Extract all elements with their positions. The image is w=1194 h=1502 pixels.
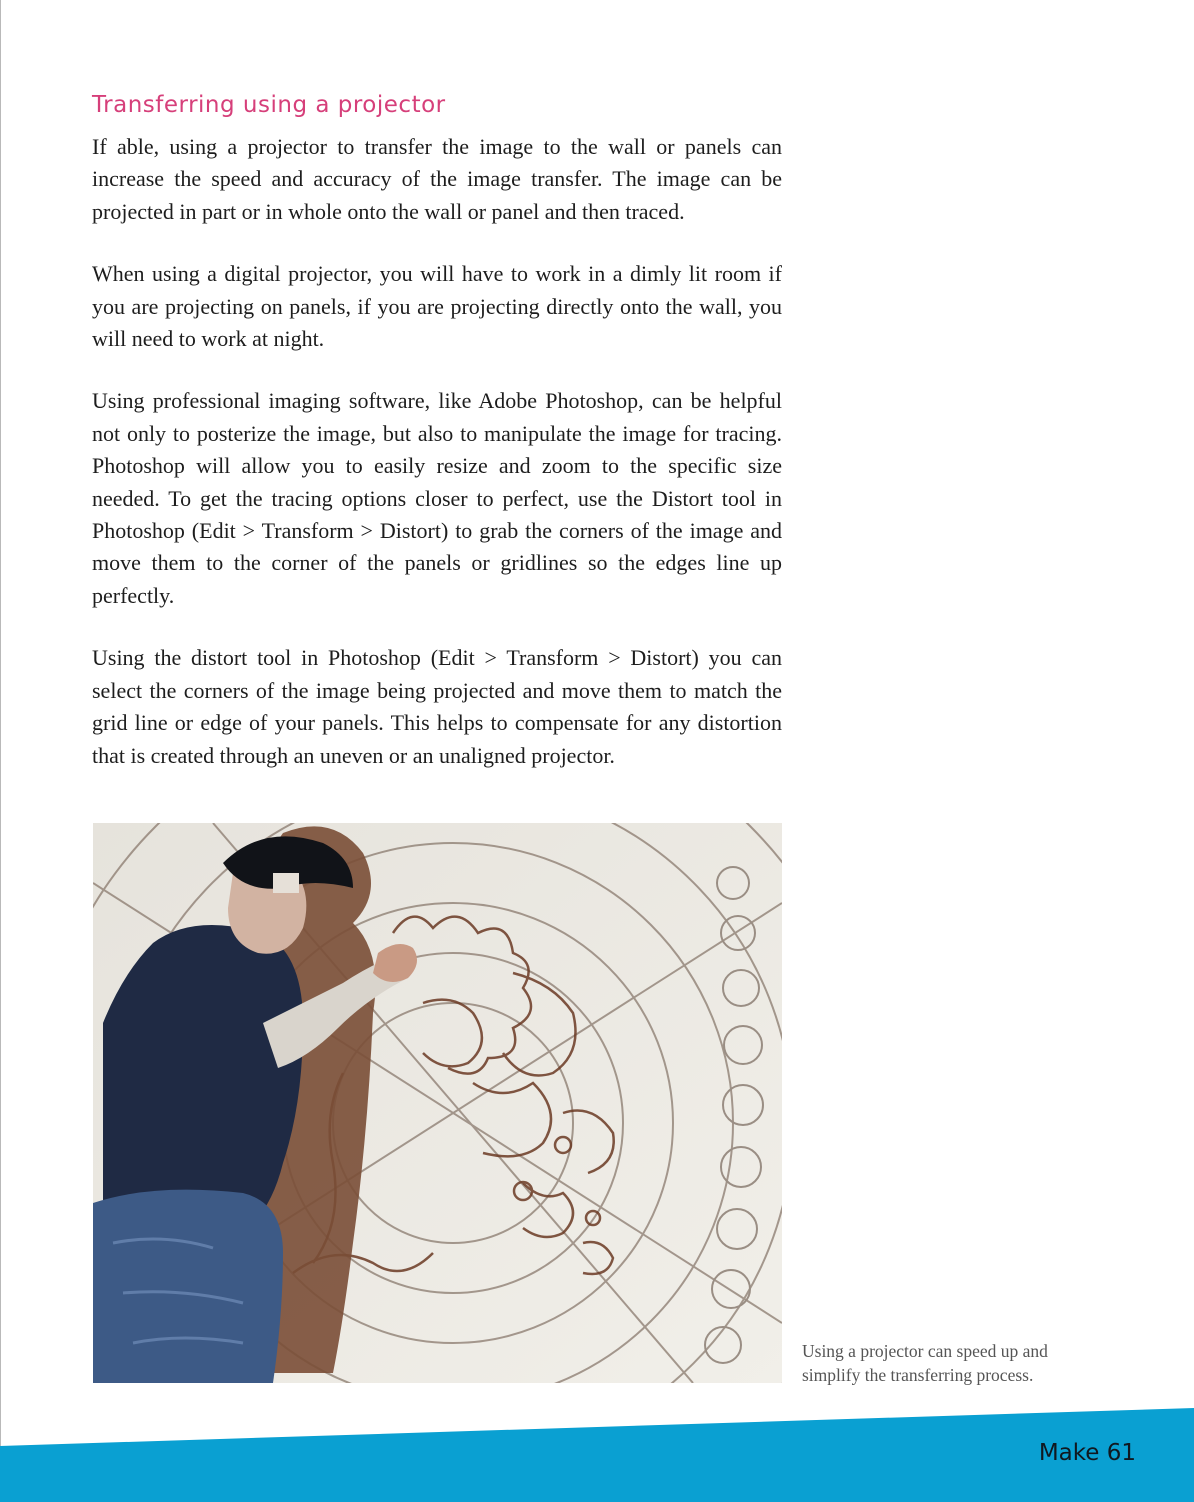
projector-tracing-photo [93,823,782,1383]
artist-body [103,925,303,1223]
footer-band-shape [0,1408,1194,1502]
caption-line: simplify the transferring process. [802,1365,1034,1385]
page-number: Make 61 [1038,1440,1136,1466]
paragraph: If able, using a projector to transfer the image to the wall or panels can increase the speed and accuracy of the image transfer. The image can be projected in part or in whole onto the wall or panel and then traced. [92,134,782,224]
figure-caption [802,1339,1102,1387]
caption-line: Using a projector can speed up and [802,1341,1048,1361]
page-edge [0,0,1,1502]
section-heading: Transferring using a projector [92,92,446,118]
cap-badge [273,873,299,893]
paragraph: Using the distort tool in Photoshop (Edit > Transform > Distort) you can select the corners of the image being projected and move them to match the grid line or edge of your panels. This helps to compensate for any distortion that is created through an uneven or an unaligned projector. [92,645,782,768]
paragraph: When using a digital projector, you will have to work in a dimly lit room if you are projecting on panels, if you are projecting directly onto the wall, you will need to work at night. [92,261,782,352]
body-text [92,131,782,802]
footer-band [0,1400,1194,1502]
artist-jeans [93,1190,283,1383]
paragraph: Using professional imaging software, like Adobe Photoshop, can be helpful not only to posterize the image, but also to manipulate the image for tracing. Photoshop will allow you to easily resize and zoom to the specific size needed. To get the tracing options closer to perfect, use the Distort tool in Photoshop (Edit > Transform > Distort) to grab the corners of the image and move them to the corner of the panels or gridlines so the edges line up perfectly. [92,388,782,608]
